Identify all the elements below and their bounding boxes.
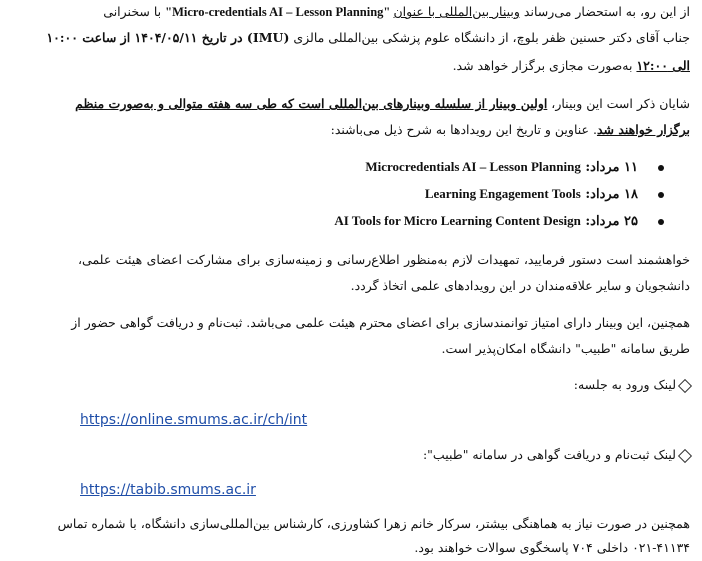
- virtual-text: به‌صورت مجازی برگزار خواهد شد.: [452, 58, 637, 73]
- bullet-icon: [658, 219, 664, 225]
- event-item: [334, 211, 664, 232]
- event-date: ۱۸ مرداد:: [585, 187, 638, 202]
- request-line-2: دانشجویان و سایر علاقه‌مندان در این رویدادهای علمی اتخاذ گردد.: [350, 278, 690, 293]
- intro-text: از این رو، به استحضار می‌رساند: [519, 4, 690, 19]
- register-link[interactable]: https://tabib.smums.ac.ir: [80, 482, 256, 498]
- intro-line-2: [46, 28, 690, 48]
- series-line-1: [75, 94, 690, 114]
- session-link-label: لینک ورود به جلسه:: [78, 375, 690, 395]
- bullet-icon: [658, 192, 664, 198]
- series-text: . عناوین و تاریخ این رویدادها به شرح ذیل می‌باشند:: [330, 122, 597, 137]
- series-highlight-end: برگزار خواهند شد: [596, 122, 690, 137]
- event-title: AI Tools for Micro Learning Content Design: [334, 213, 581, 228]
- webinar-title: "Micro-credentials AI – Lesson Planning": [165, 5, 394, 19]
- series-line-2: [78, 120, 690, 140]
- request-line-1: خواهشمند است دستور فرمایید، تمهیدات لازم به‌منظور اطلاع‌رسانی و زمینه‌سازی برای مشارکت اعضای هیئت علمی،: [78, 252, 690, 267]
- event-title: Microcredentials AI – Lesson Planning: [365, 159, 581, 174]
- intro-line-1: [78, 2, 690, 22]
- speaker-intro: با سخنرانی: [103, 4, 166, 19]
- diamond-icon: [678, 378, 692, 392]
- event-date: ۱۱ مرداد:: [585, 160, 638, 175]
- series-highlight: اولین وبینار از سلسله وبینارهای بین‌المللی است که طی سه هفته متوالی و به‌صورت منظم: [75, 96, 548, 111]
- speaker-text: جناب آقای دکتر حسنین ظفر بلوچ، از دانشگاه علوم پزشکی بین‌المللی مالزی: [289, 30, 690, 45]
- register-link-label: لینک ثبت‌نام و دریافت گواهی در سامانه "طبیب":: [78, 445, 690, 465]
- series-intro: شایان ذکر است این وبینار،: [547, 96, 690, 111]
- intro-line-3: [78, 56, 690, 76]
- event-item: [365, 157, 664, 178]
- event-date: ۲۵ مرداد:: [585, 214, 638, 229]
- date-time-text: (IMU) در تاریخ ۱۴۰۴/۰۵/۱۱ از ساعت ۱۰:۰۰: [46, 30, 290, 45]
- credit-line-2: طریق سامانه "طبیب" دانشگاه امکان‌پذیر است.: [441, 341, 690, 356]
- diamond-icon: [678, 448, 692, 462]
- session-link[interactable]: https://online.smums.ac.ir/ch/int: [80, 412, 308, 428]
- webinar-phrase: وبینار بین‌المللی با عنوان: [393, 4, 520, 19]
- contact-line-2: ۰۲۱-۴۱۱۳۴ داخلی ۷۰۴ پاسخگوی سوالات خواهند بود.: [414, 540, 690, 555]
- credit-line-1: همچنین، این وبینار دارای امتیاز توانمندسازی برای اعضای محترم هیئت علمی می‌باشد. ثبت‌نام و دریافت گواهی حضور از: [71, 315, 690, 330]
- contact-line-1: همچنین در صورت نیاز به هماهنگی بیشتر، سرکار خانم زهرا کشاورزی، کارشناس بین‌المللی‌سازی دانشگاه، با شماره تماس: [57, 516, 690, 531]
- bullet-icon: [658, 165, 664, 171]
- event-title: Learning Engagement Tools: [424, 186, 581, 201]
- event-item: [425, 184, 664, 205]
- end-time: الی ۱۲:۰۰: [636, 58, 690, 73]
